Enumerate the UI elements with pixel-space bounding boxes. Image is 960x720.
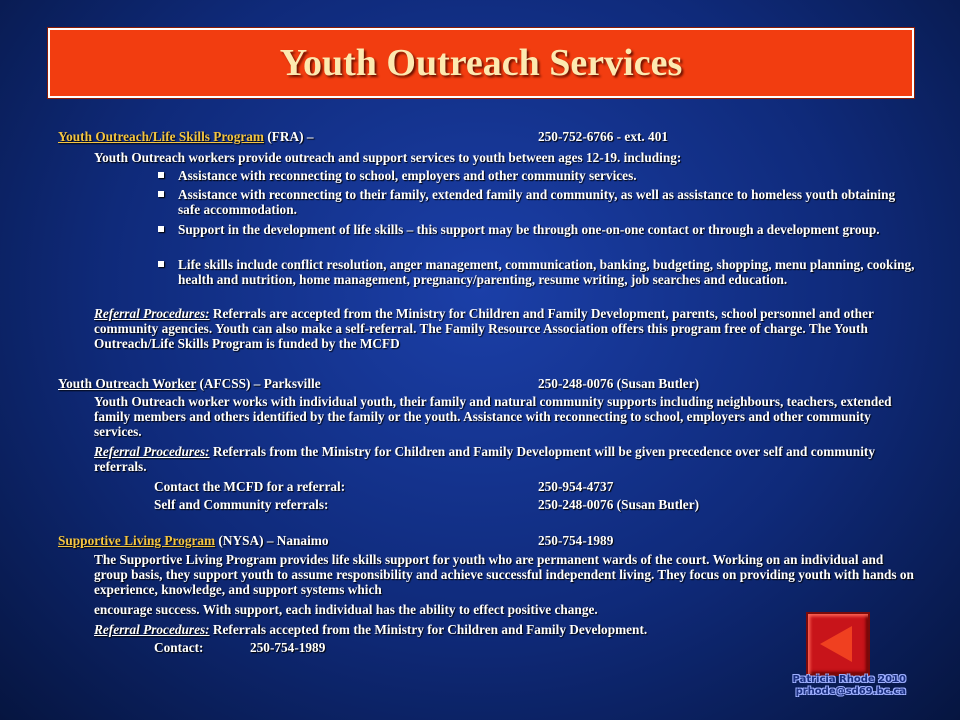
section1-heading: [58, 129, 313, 144]
youth-outreach-worker-link[interactable]: Youth Outreach Worker: [58, 376, 197, 391]
section3-heading: [58, 533, 329, 548]
back-button[interactable]: [806, 612, 870, 676]
section2-contact1-label: Contact the MCFD for a referral:: [154, 479, 346, 494]
section1-intro: Youth Outreach workers provide outreach and support services to youth between ages 12-19. including:: [94, 150, 682, 165]
section1-org: (FRA) –: [264, 129, 314, 144]
section2-org: (AFCSS) – Parksville: [196, 376, 321, 391]
section1-referral-text: Referrals are accepted from the Ministry for Children and Family Development, parents, school personnel and other community agencies. Youth can also make a self-referral. The Family Resource Association offers this program free of charge. The Youth Outreach/Life Skills Program is funded by the MCFD: [94, 306, 874, 351]
section3-referral: [94, 622, 647, 637]
section1-bullet-2: Assistance with reconnecting to their family, extended family and community, as well as assistance to homeless youth obtaining safe accommodation.: [178, 187, 896, 217]
back-arrow-icon: [820, 626, 852, 662]
bullet-icon: [158, 226, 164, 232]
youth-outreach-life-skills-link[interactable]: Youth Outreach/Life Skills Program: [58, 129, 264, 144]
section2-contact1-phone: 250-954-4737: [538, 479, 614, 494]
section1-referral-label: Referral Procedures:: [94, 306, 210, 321]
bullet-icon: [158, 172, 164, 178]
section2-phone: 250-248-0076 (Susan Butler): [538, 376, 700, 391]
section3-referral-label: Referral Procedures:: [94, 622, 210, 637]
author-credit: [776, 674, 906, 698]
bullet-icon: [158, 261, 164, 267]
section3-intro: The Supportive Living Program provides life skills support for youth who are permanent wards of the court. Working on an individual and group basis, they support youth to assume responsibility and achieve successful independent living. They focus on providing youth with hands on experience, knowledge, and support systems which: [94, 552, 914, 597]
section1-bullet-3: Support in the development of life skills – this support may be through one-on-one contact or through a development group.: [178, 222, 880, 237]
section2-referral-text: Referrals from the Ministry for Children and Family Development will be given precedence over self and community referrals.: [94, 444, 875, 474]
section2-referral-label: Referral Procedures:: [94, 444, 210, 459]
page-title: Youth Outreach Services: [279, 42, 683, 84]
section1-bullet-4: Life skills include conflict resolution, anger management, communication, banking, budgeting, shopping, menu planning, cooking, health and nutrition, home management, pregnancy/parenting, resume writing, job searches and education.: [178, 257, 915, 287]
section3-contact-phone: 250-754-1989: [250, 640, 326, 655]
credit-email: prhode@sd69.bc.ca: [795, 686, 906, 697]
supportive-living-program-link[interactable]: Supportive Living Program: [58, 533, 216, 548]
section2-contact2-label: Self and Community referrals:: [154, 497, 329, 512]
bullet-icon: [158, 191, 164, 197]
section2-heading: [58, 376, 321, 391]
section2-intro: Youth Outreach worker works with individual youth, their family and natural community supports including neighbours, teachers, extended family members and others identified by the family or the youth. Assistance with reconnecting to school, employers and other community services.: [94, 394, 892, 439]
section1-referral: [94, 306, 914, 351]
section3-org: (NYSA) – Nanaimo: [215, 533, 329, 548]
section2-contact2-phone: 250-248-0076 (Susan Butler): [538, 497, 700, 512]
title-banner: [48, 28, 914, 98]
section1-phone: 250-752-6766 - ext. 401: [538, 129, 668, 144]
section2-referral: [94, 444, 914, 474]
section1-bullet-1: Assistance with reconnecting to school, employers and other community services.: [178, 168, 637, 183]
section3-intro-2: encourage success. With support, each individual has the ability to effect positive change.: [94, 602, 598, 617]
section3-referral-text: Referrals accepted from the Ministry for Children and Family Development.: [209, 622, 648, 637]
section3-phone: 250-754-1989: [538, 533, 614, 548]
credit-name: Patricia Rhode 2010: [792, 674, 906, 685]
section3-contact-label: Contact:: [154, 640, 204, 655]
